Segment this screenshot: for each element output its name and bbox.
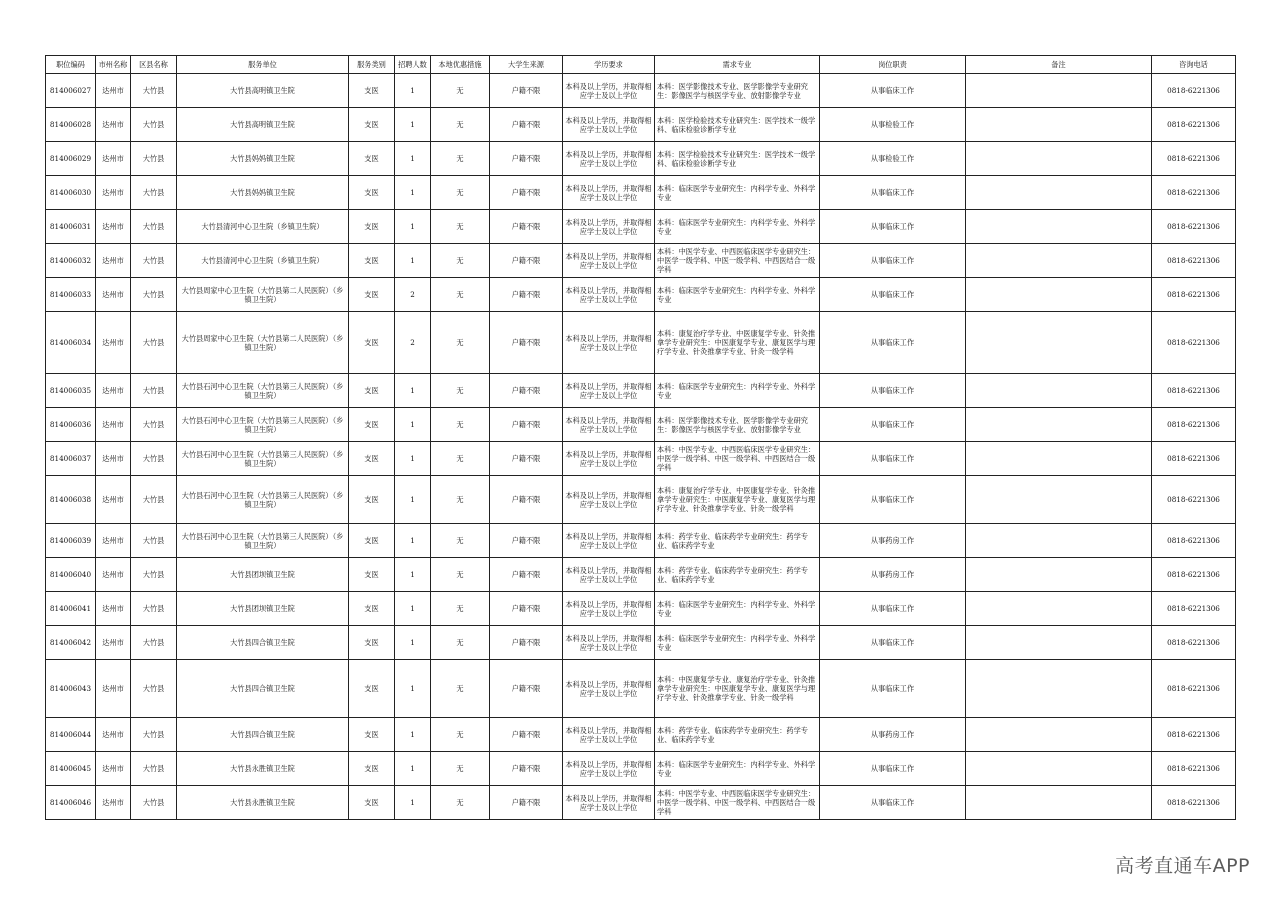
cell-edu: 本科及以上学历，并取得相应学士及以上学位 xyxy=(563,752,655,786)
cell-edu: 本科及以上学历，并取得相应学士及以上学位 xyxy=(563,660,655,718)
cell-category: 支医 xyxy=(349,176,395,210)
cell-edu: 本科及以上学历，并取得相应学士及以上学位 xyxy=(563,626,655,660)
cell-code: 814006038 xyxy=(46,476,96,524)
cell-code: 814006037 xyxy=(46,442,96,476)
cell-city: 达州市 xyxy=(96,660,131,718)
cell-code: 814006034 xyxy=(46,312,96,374)
cell-count: 1 xyxy=(395,752,431,786)
cell-phone: 0818-6221306 xyxy=(1152,524,1236,558)
table-row xyxy=(46,442,1236,476)
cell-duty: 从事临床工作 xyxy=(820,660,966,718)
cell-duty: 从事临床工作 xyxy=(820,244,966,278)
cell-count: 1 xyxy=(395,408,431,442)
cell-count: 1 xyxy=(395,176,431,210)
cell-duty: 从事临床工作 xyxy=(820,408,966,442)
cell-local: 无 xyxy=(431,592,490,626)
cell-local: 无 xyxy=(431,476,490,524)
cell-duty: 从事检验工作 xyxy=(820,142,966,176)
cell-major: 本科：临床医学专业研究生：内科学专业、外科学专业 xyxy=(655,374,820,408)
cell-source: 户籍不限 xyxy=(490,210,563,244)
cell-edu: 本科及以上学历，并取得相应学士及以上学位 xyxy=(563,592,655,626)
cell-local: 无 xyxy=(431,786,490,820)
cell-county: 大竹县 xyxy=(131,210,177,244)
cell-count: 2 xyxy=(395,312,431,374)
cell-major: 本科：临床医学专业研究生：内科学专业、外科学专业 xyxy=(655,752,820,786)
cell-local: 无 xyxy=(431,312,490,374)
cell-major: 本科：药学专业、临床药学专业研究生：药学专业、临床药学专业 xyxy=(655,524,820,558)
cell-source: 户籍不限 xyxy=(490,442,563,476)
cell-code: 814006046 xyxy=(46,786,96,820)
cell-city: 达州市 xyxy=(96,176,131,210)
cell-note xyxy=(966,210,1152,244)
cell-category: 支医 xyxy=(349,626,395,660)
cell-unit: 大竹县石河中心卫生院（大竹县第三人民医院）（乡镇卫生院） xyxy=(177,442,349,476)
cell-unit: 大竹县高明镇卫生院 xyxy=(177,74,349,108)
cell-duty: 从事临床工作 xyxy=(820,278,966,312)
cell-county: 大竹县 xyxy=(131,718,177,752)
cell-phone: 0818-6221306 xyxy=(1152,626,1236,660)
table-row xyxy=(46,108,1236,142)
cell-major: 本科：中医康复学专业、康复治疗学专业、针灸推拿学专业研究生：中医康复学专业、康复医学与理疗学专业、针灸推拿学专业、针灸一级学科 xyxy=(655,660,820,718)
cell-edu: 本科及以上学历，并取得相应学士及以上学位 xyxy=(563,244,655,278)
cell-city: 达州市 xyxy=(96,312,131,374)
cell-note xyxy=(966,74,1152,108)
cell-code: 814006032 xyxy=(46,244,96,278)
cell-category: 支医 xyxy=(349,210,395,244)
cell-duty: 从事临床工作 xyxy=(820,786,966,820)
cell-county: 大竹县 xyxy=(131,176,177,210)
cell-city: 达州市 xyxy=(96,752,131,786)
cell-phone: 0818-6221306 xyxy=(1152,442,1236,476)
cell-duty: 从事临床工作 xyxy=(820,476,966,524)
cell-major: 本科：药学专业、临床药学专业研究生：药学专业、临床药学专业 xyxy=(655,558,820,592)
cell-edu: 本科及以上学历，并取得相应学士及以上学位 xyxy=(563,210,655,244)
cell-count: 1 xyxy=(395,592,431,626)
cell-source: 户籍不限 xyxy=(490,524,563,558)
cell-city: 达州市 xyxy=(96,108,131,142)
cell-note xyxy=(966,524,1152,558)
cell-county: 大竹县 xyxy=(131,592,177,626)
cell-source: 户籍不限 xyxy=(490,244,563,278)
cell-city: 达州市 xyxy=(96,374,131,408)
cell-note xyxy=(966,142,1152,176)
cell-source: 户籍不限 xyxy=(490,312,563,374)
table-row xyxy=(46,660,1236,718)
cell-county: 大竹县 xyxy=(131,558,177,592)
cell-local: 无 xyxy=(431,278,490,312)
cell-source: 户籍不限 xyxy=(490,558,563,592)
table-row xyxy=(46,74,1236,108)
cell-major: 本科：医学影像技术专业、医学影像学专业研究生：影像医学与核医学专业、放射影像学专业 xyxy=(655,408,820,442)
cell-phone: 0818-6221306 xyxy=(1152,176,1236,210)
header-county: 区县名称 xyxy=(131,56,177,74)
cell-category: 支医 xyxy=(349,718,395,752)
cell-duty: 从事临床工作 xyxy=(820,210,966,244)
cell-note xyxy=(966,786,1152,820)
cell-major: 本科：医学检验技术专业研究生：医学技术一级学科、临床检验诊断学专业 xyxy=(655,142,820,176)
header-category: 服务类别 xyxy=(349,56,395,74)
cell-note xyxy=(966,442,1152,476)
cell-local: 无 xyxy=(431,142,490,176)
header-edu: 学历要求 xyxy=(563,56,655,74)
header-count: 招聘人数 xyxy=(395,56,431,74)
cell-unit: 大竹县高明镇卫生院 xyxy=(177,108,349,142)
cell-duty: 从事检验工作 xyxy=(820,108,966,142)
cell-count: 1 xyxy=(395,718,431,752)
cell-code: 814006042 xyxy=(46,626,96,660)
cell-count: 1 xyxy=(395,108,431,142)
cell-major: 本科：临床医学专业研究生：内科学专业、外科学专业 xyxy=(655,278,820,312)
header-major: 需求专业 xyxy=(655,56,820,74)
cell-phone: 0818-6221306 xyxy=(1152,786,1236,820)
cell-code: 814006028 xyxy=(46,108,96,142)
cell-source: 户籍不限 xyxy=(490,786,563,820)
cell-city: 达州市 xyxy=(96,524,131,558)
cell-major: 本科：临床医学专业研究生：内科学专业、外科学专业 xyxy=(655,176,820,210)
cell-code: 814006043 xyxy=(46,660,96,718)
cell-source: 户籍不限 xyxy=(490,592,563,626)
table-row xyxy=(46,786,1236,820)
cell-major: 本科：临床医学专业研究生：内科学专业、外科学专业 xyxy=(655,626,820,660)
header-source: 大学生来源 xyxy=(490,56,563,74)
cell-category: 支医 xyxy=(349,786,395,820)
cell-local: 无 xyxy=(431,558,490,592)
cell-source: 户籍不限 xyxy=(490,142,563,176)
cell-count: 1 xyxy=(395,558,431,592)
cell-major: 本科：中医学专业、中西医临床医学专业研究生：中医学一级学科、中医一级学科、中西医结合一级学科 xyxy=(655,786,820,820)
cell-code: 814006044 xyxy=(46,718,96,752)
cell-code: 814006039 xyxy=(46,524,96,558)
cell-local: 无 xyxy=(431,660,490,718)
cell-count: 1 xyxy=(395,244,431,278)
cell-phone: 0818-6221306 xyxy=(1152,558,1236,592)
cell-major: 本科：中医学专业、中西医临床医学专业研究生：中医学一级学科、中医一级学科、中西医结合一级学科 xyxy=(655,442,820,476)
header-phone: 咨询电话 xyxy=(1152,56,1236,74)
cell-note xyxy=(966,476,1152,524)
cell-phone: 0818-6221306 xyxy=(1152,312,1236,374)
cell-edu: 本科及以上学历，并取得相应学士及以上学位 xyxy=(563,176,655,210)
recruitment-table xyxy=(45,55,1236,820)
cell-major: 本科：康复治疗学专业、中医康复学专业、针灸推拿学专业研究生：中医康复学专业、康复医学与理疗学专业、针灸推拿学专业、针灸一级学科 xyxy=(655,312,820,374)
cell-county: 大竹县 xyxy=(131,442,177,476)
cell-edu: 本科及以上学历，并取得相应学士及以上学位 xyxy=(563,442,655,476)
cell-city: 达州市 xyxy=(96,278,131,312)
table-row xyxy=(46,626,1236,660)
table-row xyxy=(46,718,1236,752)
cell-local: 无 xyxy=(431,74,490,108)
cell-note xyxy=(966,244,1152,278)
cell-phone: 0818-6221306 xyxy=(1152,108,1236,142)
cell-code: 814006030 xyxy=(46,176,96,210)
cell-city: 达州市 xyxy=(96,74,131,108)
cell-source: 户籍不限 xyxy=(490,278,563,312)
cell-category: 支医 xyxy=(349,592,395,626)
cell-unit: 大竹县四合镇卫生院 xyxy=(177,660,349,718)
cell-unit: 大竹县永胜镇卫生院 xyxy=(177,786,349,820)
cell-note xyxy=(966,312,1152,374)
cell-note xyxy=(966,176,1152,210)
cell-city: 达州市 xyxy=(96,558,131,592)
cell-unit: 大竹县石河中心卫生院（大竹县第三人民医院）（乡镇卫生院） xyxy=(177,524,349,558)
cell-code: 814006041 xyxy=(46,592,96,626)
cell-source: 户籍不限 xyxy=(490,718,563,752)
cell-edu: 本科及以上学历，并取得相应学士及以上学位 xyxy=(563,718,655,752)
cell-source: 户籍不限 xyxy=(490,408,563,442)
cell-unit: 大竹县四合镇卫生院 xyxy=(177,718,349,752)
cell-duty: 从事临床工作 xyxy=(820,374,966,408)
cell-unit: 大竹县清河中心卫生院（乡镇卫生院） xyxy=(177,244,349,278)
cell-unit: 大竹县石河中心卫生院（大竹县第三人民医院）（乡镇卫生院） xyxy=(177,476,349,524)
cell-city: 达州市 xyxy=(96,476,131,524)
table-row xyxy=(46,476,1236,524)
cell-phone: 0818-6221306 xyxy=(1152,592,1236,626)
cell-note xyxy=(966,752,1152,786)
header-local: 本地优惠措施 xyxy=(431,56,490,74)
cell-category: 支医 xyxy=(349,476,395,524)
header-duty: 岗位职责 xyxy=(820,56,966,74)
cell-unit: 大竹县永胜镇卫生院 xyxy=(177,752,349,786)
cell-city: 达州市 xyxy=(96,626,131,660)
cell-county: 大竹县 xyxy=(131,660,177,718)
cell-category: 支医 xyxy=(349,74,395,108)
watermark: 高考直通车APP xyxy=(1115,855,1250,877)
cell-code: 814006045 xyxy=(46,752,96,786)
cell-major: 本科：药学专业、临床药学专业研究生：药学专业、临床药学专业 xyxy=(655,718,820,752)
cell-phone: 0818-6221306 xyxy=(1152,752,1236,786)
cell-edu: 本科及以上学历，并取得相应学士及以上学位 xyxy=(563,108,655,142)
cell-county: 大竹县 xyxy=(131,244,177,278)
cell-edu: 本科及以上学历，并取得相应学士及以上学位 xyxy=(563,278,655,312)
cell-local: 无 xyxy=(431,442,490,476)
cell-edu: 本科及以上学历，并取得相应学士及以上学位 xyxy=(563,142,655,176)
cell-duty: 从事临床工作 xyxy=(820,592,966,626)
cell-code: 814006040 xyxy=(46,558,96,592)
cell-city: 达州市 xyxy=(96,142,131,176)
cell-note xyxy=(966,718,1152,752)
cell-phone: 0818-6221306 xyxy=(1152,476,1236,524)
cell-county: 大竹县 xyxy=(131,374,177,408)
cell-count: 1 xyxy=(395,786,431,820)
table-row xyxy=(46,524,1236,558)
cell-source: 户籍不限 xyxy=(490,476,563,524)
cell-note xyxy=(966,592,1152,626)
cell-unit: 大竹县石河中心卫生院（大竹县第三人民医院）（乡镇卫生院） xyxy=(177,374,349,408)
cell-city: 达州市 xyxy=(96,244,131,278)
cell-code: 814006035 xyxy=(46,374,96,408)
cell-major: 本科：临床医学专业研究生：内科学专业、外科学专业 xyxy=(655,210,820,244)
cell-category: 支医 xyxy=(349,278,395,312)
cell-code: 814006029 xyxy=(46,142,96,176)
cell-duty: 从事临床工作 xyxy=(820,74,966,108)
cell-source: 户籍不限 xyxy=(490,374,563,408)
cell-edu: 本科及以上学历，并取得相应学士及以上学位 xyxy=(563,74,655,108)
cell-category: 支医 xyxy=(349,660,395,718)
cell-duty: 从事药房工作 xyxy=(820,718,966,752)
cell-count: 1 xyxy=(395,210,431,244)
cell-category: 支医 xyxy=(349,312,395,374)
cell-unit: 大竹县周家中心卫生院（大竹县第二人民医院）（乡镇卫生院） xyxy=(177,278,349,312)
cell-category: 支医 xyxy=(349,558,395,592)
cell-local: 无 xyxy=(431,108,490,142)
cell-category: 支医 xyxy=(349,108,395,142)
cell-county: 大竹县 xyxy=(131,312,177,374)
cell-phone: 0818-6221306 xyxy=(1152,278,1236,312)
table-row xyxy=(46,374,1236,408)
cell-source: 户籍不限 xyxy=(490,74,563,108)
cell-category: 支医 xyxy=(349,142,395,176)
cell-count: 1 xyxy=(395,74,431,108)
cell-county: 大竹县 xyxy=(131,786,177,820)
cell-count: 1 xyxy=(395,476,431,524)
header-note: 备注 xyxy=(966,56,1152,74)
cell-code: 814006033 xyxy=(46,278,96,312)
cell-source: 户籍不限 xyxy=(490,660,563,718)
cell-code: 814006036 xyxy=(46,408,96,442)
cell-count: 2 xyxy=(395,278,431,312)
table-row xyxy=(46,558,1236,592)
cell-count: 1 xyxy=(395,442,431,476)
cell-source: 户籍不限 xyxy=(490,626,563,660)
cell-phone: 0818-6221306 xyxy=(1152,74,1236,108)
cell-count: 1 xyxy=(395,660,431,718)
cell-unit: 大竹县团坝镇卫生院 xyxy=(177,558,349,592)
header-code: 职位编码 xyxy=(46,56,96,74)
cell-county: 大竹县 xyxy=(131,278,177,312)
cell-unit: 大竹县石河中心卫生院（大竹县第三人民医院）（乡镇卫生院） xyxy=(177,408,349,442)
cell-local: 无 xyxy=(431,626,490,660)
cell-major: 本科：医学检验技术专业研究生：医学技术一级学科、临床检验诊断学专业 xyxy=(655,108,820,142)
cell-duty: 从事临床工作 xyxy=(820,442,966,476)
cell-duty: 从事药房工作 xyxy=(820,558,966,592)
cell-local: 无 xyxy=(431,210,490,244)
cell-unit: 大竹县四合镇卫生院 xyxy=(177,626,349,660)
cell-phone: 0818-6221306 xyxy=(1152,210,1236,244)
cell-count: 1 xyxy=(395,524,431,558)
cell-category: 支医 xyxy=(349,374,395,408)
cell-city: 达州市 xyxy=(96,408,131,442)
cell-note xyxy=(966,408,1152,442)
header-unit: 服务单位 xyxy=(177,56,349,74)
cell-category: 支医 xyxy=(349,244,395,278)
cell-source: 户籍不限 xyxy=(490,108,563,142)
cell-duty: 从事临床工作 xyxy=(820,312,966,374)
cell-city: 达州市 xyxy=(96,442,131,476)
cell-source: 户籍不限 xyxy=(490,752,563,786)
cell-local: 无 xyxy=(431,524,490,558)
cell-code: 814006031 xyxy=(46,210,96,244)
cell-category: 支医 xyxy=(349,408,395,442)
cell-phone: 0818-6221306 xyxy=(1152,408,1236,442)
cell-unit: 大竹县清河中心卫生院（乡镇卫生院） xyxy=(177,210,349,244)
cell-note xyxy=(966,558,1152,592)
cell-edu: 本科及以上学历，并取得相应学士及以上学位 xyxy=(563,524,655,558)
cell-duty: 从事临床工作 xyxy=(820,626,966,660)
table-row xyxy=(46,142,1236,176)
cell-note xyxy=(966,374,1152,408)
cell-source: 户籍不限 xyxy=(490,176,563,210)
cell-duty: 从事临床工作 xyxy=(820,752,966,786)
table-row xyxy=(46,176,1236,210)
cell-phone: 0818-6221306 xyxy=(1152,374,1236,408)
cell-major: 本科：医学影像技术专业、医学影像学专业研究生：影像医学与核医学专业、放射影像学专业 xyxy=(655,74,820,108)
cell-major: 本科：康复治疗学专业、中医康复学专业、针灸推拿学专业研究生：中医康复学专业、康复医学与理疗学专业、针灸推拿学专业、针灸一级学科 xyxy=(655,476,820,524)
cell-unit: 大竹县妈妈镇卫生院 xyxy=(177,142,349,176)
cell-local: 无 xyxy=(431,752,490,786)
cell-county: 大竹县 xyxy=(131,626,177,660)
table-header-row xyxy=(46,56,1236,74)
table-row xyxy=(46,408,1236,442)
cell-local: 无 xyxy=(431,408,490,442)
cell-county: 大竹县 xyxy=(131,142,177,176)
cell-edu: 本科及以上学历，并取得相应学士及以上学位 xyxy=(563,312,655,374)
table-row xyxy=(46,752,1236,786)
cell-phone: 0818-6221306 xyxy=(1152,142,1236,176)
cell-county: 大竹县 xyxy=(131,74,177,108)
cell-city: 达州市 xyxy=(96,210,131,244)
cell-phone: 0818-6221306 xyxy=(1152,718,1236,752)
cell-county: 大竹县 xyxy=(131,408,177,442)
cell-count: 1 xyxy=(395,626,431,660)
cell-local: 无 xyxy=(431,244,490,278)
cell-note xyxy=(966,660,1152,718)
cell-note xyxy=(966,278,1152,312)
cell-major: 本科：临床医学专业研究生：内科学专业、外科学专业 xyxy=(655,592,820,626)
cell-phone: 0818-6221306 xyxy=(1152,660,1236,718)
cell-duty: 从事药房工作 xyxy=(820,524,966,558)
table-row xyxy=(46,592,1236,626)
cell-local: 无 xyxy=(431,718,490,752)
cell-city: 达州市 xyxy=(96,592,131,626)
cell-county: 大竹县 xyxy=(131,108,177,142)
cell-phone: 0818-6221306 xyxy=(1152,244,1236,278)
cell-major: 本科：中医学专业、中西医临床医学专业研究生：中医学一级学科、中医一级学科、中西医结合一级学科 xyxy=(655,244,820,278)
cell-edu: 本科及以上学历，并取得相应学士及以上学位 xyxy=(563,786,655,820)
cell-note xyxy=(966,108,1152,142)
cell-edu: 本科及以上学历，并取得相应学士及以上学位 xyxy=(563,408,655,442)
cell-note xyxy=(966,626,1152,660)
cell-count: 1 xyxy=(395,374,431,408)
table-row xyxy=(46,244,1236,278)
cell-edu: 本科及以上学历，并取得相应学士及以上学位 xyxy=(563,476,655,524)
table-row xyxy=(46,312,1236,374)
table-row xyxy=(46,278,1236,312)
cell-code: 814006027 xyxy=(46,74,96,108)
cell-local: 无 xyxy=(431,176,490,210)
cell-county: 大竹县 xyxy=(131,476,177,524)
cell-unit: 大竹县团坝镇卫生院 xyxy=(177,592,349,626)
cell-category: 支医 xyxy=(349,442,395,476)
table-row xyxy=(46,210,1236,244)
cell-unit: 大竹县周家中心卫生院（大竹县第二人民医院）（乡镇卫生院） xyxy=(177,312,349,374)
cell-category: 支医 xyxy=(349,752,395,786)
cell-county: 大竹县 xyxy=(131,752,177,786)
cell-county: 大竹县 xyxy=(131,524,177,558)
cell-unit: 大竹县妈妈镇卫生院 xyxy=(177,176,349,210)
cell-edu: 本科及以上学历，并取得相应学士及以上学位 xyxy=(563,374,655,408)
cell-city: 达州市 xyxy=(96,718,131,752)
cell-local: 无 xyxy=(431,374,490,408)
cell-category: 支医 xyxy=(349,524,395,558)
cell-city: 达州市 xyxy=(96,786,131,820)
cell-duty: 从事临床工作 xyxy=(820,176,966,210)
header-city: 市州名称 xyxy=(96,56,131,74)
cell-count: 1 xyxy=(395,142,431,176)
cell-edu: 本科及以上学历，并取得相应学士及以上学位 xyxy=(563,558,655,592)
